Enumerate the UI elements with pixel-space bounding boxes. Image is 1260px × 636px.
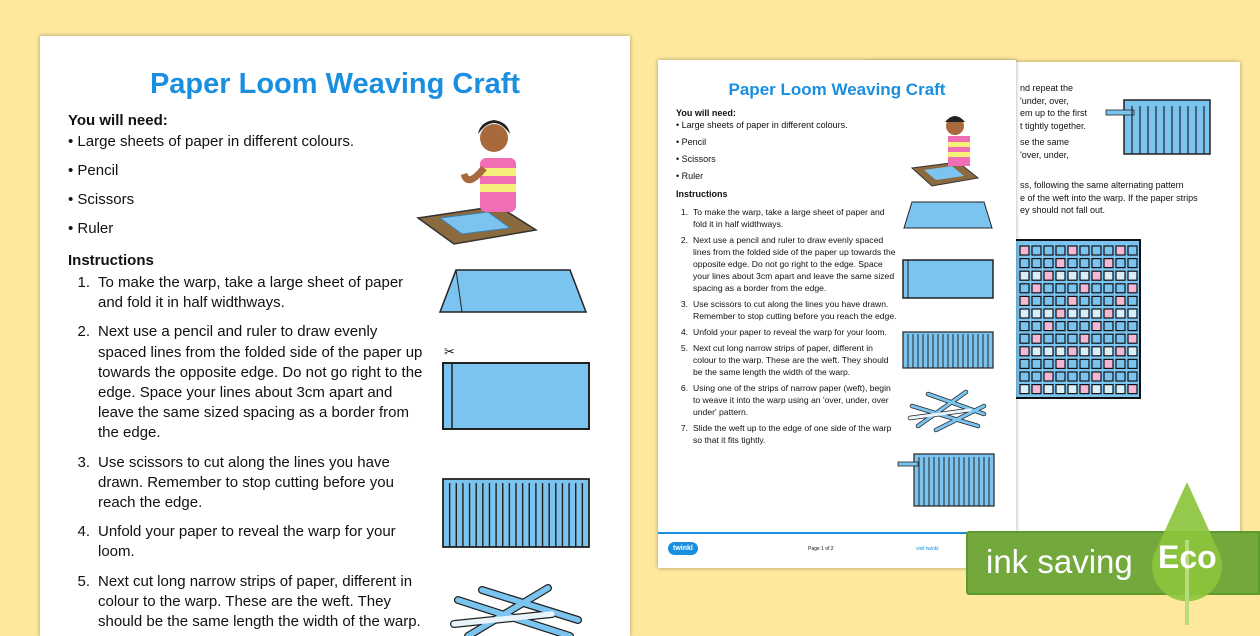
weave-cell xyxy=(1056,271,1065,280)
weave-cell xyxy=(1116,372,1125,381)
weave-cell xyxy=(1020,322,1029,331)
cut-paper-illustration xyxy=(902,330,994,370)
weave-cell xyxy=(1080,259,1089,268)
weave-cell xyxy=(1116,385,1125,394)
weave-cell xyxy=(1080,385,1089,394)
weave-cell xyxy=(1080,334,1089,343)
weave-cell xyxy=(1116,347,1125,356)
weave-cell xyxy=(1032,271,1041,280)
footer-link[interactable]: visit twinkl xyxy=(916,546,939,552)
weave-cell xyxy=(1044,322,1053,331)
weave-cell xyxy=(1032,246,1041,255)
weaving-begin-illustration xyxy=(898,452,996,508)
weave-cell xyxy=(1092,284,1101,293)
weave-cell xyxy=(1116,284,1125,293)
weave-cell xyxy=(1068,259,1077,268)
weave-cell xyxy=(1056,334,1065,343)
weave-cell xyxy=(1080,359,1089,368)
weave-cell xyxy=(1116,296,1125,305)
weave-cell xyxy=(1068,271,1077,280)
weave-cell xyxy=(1104,309,1113,318)
needs-list-large: You will need: • Large sheets of paper in different colours. • Pencil • Scissors • Ruler Instructions xyxy=(68,112,354,269)
weave-cell xyxy=(1128,284,1137,293)
weave-cell xyxy=(1092,372,1101,381)
page-number: Page 1 of 2 xyxy=(808,546,834,552)
weave-cell xyxy=(1068,309,1077,318)
weave-cell xyxy=(1068,322,1077,331)
eco-label: Eco xyxy=(1158,539,1217,575)
weave-cell xyxy=(1020,284,1029,293)
weave-cell xyxy=(1032,322,1041,331)
woven-mat-illustration xyxy=(1014,240,1142,400)
weave-cell xyxy=(1020,259,1029,268)
weave-cell xyxy=(1128,246,1137,255)
weave-cell xyxy=(1116,309,1125,318)
weave-cell xyxy=(1080,322,1089,331)
page-title-large: Paper Loom Weaving Craft xyxy=(149,68,521,100)
weave-cell xyxy=(1020,359,1029,368)
lined-paper-illustration xyxy=(902,258,994,300)
weave-cell xyxy=(1104,246,1113,255)
weave-cell xyxy=(1128,385,1137,394)
weave-cell xyxy=(1020,347,1029,356)
folded-paper-illustration xyxy=(902,200,994,230)
weave-cell xyxy=(1092,359,1101,368)
weave-cell xyxy=(1092,309,1101,318)
weave-cell xyxy=(1020,296,1029,305)
weave-cell xyxy=(1056,246,1065,255)
page2-text-a: nd repeat the 'under, over, em up to the first t tightly together. se the same 'over, under, ss, following the same alternating pattern e of the weft into the warp. If the paper strips ey should not fall out. xyxy=(1020,83,1198,215)
weave-cell xyxy=(1128,347,1137,356)
weave-cell xyxy=(1080,372,1089,381)
weave-cell xyxy=(1032,296,1041,305)
weft-strips-illustration-large xyxy=(452,580,582,636)
weave-cell xyxy=(1092,322,1101,331)
weave-cell xyxy=(1104,259,1113,268)
weave-cell xyxy=(1104,296,1113,305)
weave-cell xyxy=(1104,385,1113,394)
weave-cell xyxy=(1068,347,1077,356)
steps-list: 1. To make the warp, take a large sheet of paper and fold it in half widthways. 2. Next use a pencil and ruler to draw evenly spaced lines from the folded side of the paper up towards the opposite edge. Do not go right to the edge. Space your lines about 3cm apart and leave the same sized spacing as a border from the edge. 3. Use scissors to cut along the lines you have drawn. Remember to stop cutting before you reach the edge. 4. Unfold your paper to reveal the warp for your loom. 5. Next cut long narrow strips of paper, different in colour to the warp. These are the weft. They should be the same length the width of the warp. 6. Using one of the strips of narrow paper (weft), begin to weave it into the warp using an 'over, under, over under' pattern. 7. Slide the weft up to the edge of one side of the warp so that it fits tightly. xyxy=(680,207,897,445)
weave-cell xyxy=(1032,359,1041,368)
weave-cell xyxy=(1128,271,1137,280)
weft-strip xyxy=(898,462,918,466)
weave-cell xyxy=(1044,385,1053,394)
weave-cell xyxy=(1128,259,1137,268)
weave-cell xyxy=(1056,359,1065,368)
weave-cell xyxy=(1128,296,1137,305)
weave-cell xyxy=(1020,309,1029,318)
weave-cell xyxy=(1080,271,1089,280)
weave-cell xyxy=(1032,284,1041,293)
weave-cell xyxy=(1080,284,1089,293)
weave-cell xyxy=(1044,334,1053,343)
weave-cell xyxy=(1104,271,1113,280)
weave-cell xyxy=(1056,284,1065,293)
weave-cell xyxy=(1044,259,1053,268)
weave-cell xyxy=(1128,372,1137,381)
lined-paper-illustration-large xyxy=(442,362,592,432)
weave-cell xyxy=(1020,246,1029,255)
weave-cell xyxy=(1044,284,1053,293)
weave-cell xyxy=(1044,246,1053,255)
weave-cell xyxy=(1068,359,1077,368)
weave-cell xyxy=(1104,372,1113,381)
weave-cell xyxy=(1056,347,1065,356)
weave-cell xyxy=(1080,347,1089,356)
folded-paper-illustration-large xyxy=(438,268,588,314)
weave-cell xyxy=(1068,296,1077,305)
weave-cell xyxy=(1104,359,1113,368)
weave-cell xyxy=(1080,309,1089,318)
weave-cell xyxy=(1044,372,1053,381)
weave-cell xyxy=(1044,296,1053,305)
page-title: Paper Loom Weaving Craft xyxy=(728,80,946,99)
weave-cell xyxy=(1116,322,1125,331)
weave-cell xyxy=(1116,259,1125,268)
weave-cell xyxy=(1128,334,1137,343)
weave-cell xyxy=(1020,385,1029,394)
weave-cell xyxy=(1068,246,1077,255)
weave-cell xyxy=(1092,271,1101,280)
weave-cell xyxy=(1044,359,1053,368)
weave-cell xyxy=(1056,322,1065,331)
ink-saving-label: ink saving xyxy=(986,543,1133,580)
weave-cell xyxy=(1032,347,1041,356)
weave-cell xyxy=(1068,372,1077,381)
weave-cell xyxy=(1020,372,1029,381)
weave-cell xyxy=(1056,309,1065,318)
weave-cell xyxy=(1104,347,1113,356)
cut-paper-illustration-large xyxy=(442,478,592,550)
weave-cell xyxy=(1044,271,1053,280)
weave-cell xyxy=(1068,284,1077,293)
weave-cell xyxy=(1092,347,1101,356)
weave-cell xyxy=(1056,372,1065,381)
weave-cell xyxy=(1092,259,1101,268)
weave-cell xyxy=(1104,284,1113,293)
page-footer xyxy=(658,532,1016,568)
weave-cell xyxy=(1032,372,1041,381)
weave-cell xyxy=(1116,246,1125,255)
weave-cell xyxy=(1128,322,1137,331)
weave-cell xyxy=(1080,246,1089,255)
twinkl-logo: twinkl xyxy=(668,542,698,555)
weave-cell xyxy=(1032,334,1041,343)
child-weaving-illustration xyxy=(910,112,980,188)
steps-list-large: 1. To make the warp, take a large sheet of paper and fold it in half widthways. 2. Next use a pencil and ruler to draw evenly spaced lines from the folded side of the paper up towards the opposite edge. Do not go right to the edge. Space your lines about 3cm apart and leave the same sized spacing as a border from the edge. 3. Use scissors to cut along the lines you have drawn. Remember to stop cutting before you reach the edge. 4. Unfold your paper to reveal the warp for your loom. 5. Next cut long narrow strips of paper, different in colour to the warp. These are the weft. They should be the same length the width of the warp. xyxy=(77,274,423,631)
weave-cell xyxy=(1128,359,1137,368)
weave-cell xyxy=(1056,296,1065,305)
weave-cell xyxy=(1020,334,1029,343)
weave-cell xyxy=(1080,296,1089,305)
weave-cell xyxy=(1116,334,1125,343)
weave-cell xyxy=(1068,385,1077,394)
preview-page-1 xyxy=(658,60,1016,568)
weave-cell xyxy=(1128,309,1137,318)
weave-cell xyxy=(1032,259,1041,268)
weave-cell xyxy=(1092,334,1101,343)
preview-page-large xyxy=(40,36,630,636)
weave-cell xyxy=(1044,309,1053,318)
weave-cell xyxy=(1092,296,1101,305)
weave-cell xyxy=(1056,259,1065,268)
weave-cell xyxy=(1116,359,1125,368)
scissors-icon: ✂ xyxy=(444,344,455,359)
needs-list: You will need: • Large sheets of paper in different colours. • Pencil • Scissors • Ruler Instructions xyxy=(676,108,848,199)
weave-cell xyxy=(1044,347,1053,356)
weave-cell xyxy=(1092,246,1101,255)
child-weaving-illustration-large xyxy=(418,118,538,248)
weft-strips-illustration xyxy=(908,386,988,434)
weave-cell xyxy=(1116,271,1125,280)
weave-cell xyxy=(1032,385,1041,394)
weave-cell xyxy=(1092,385,1101,394)
weave-cell xyxy=(1068,334,1077,343)
weave-cell xyxy=(1032,309,1041,318)
weave-cell xyxy=(1104,334,1113,343)
weave-cell xyxy=(1020,271,1029,280)
weave-cell xyxy=(1104,322,1113,331)
weave-cell xyxy=(1056,385,1065,394)
weaving-start-illustration xyxy=(1106,98,1216,156)
